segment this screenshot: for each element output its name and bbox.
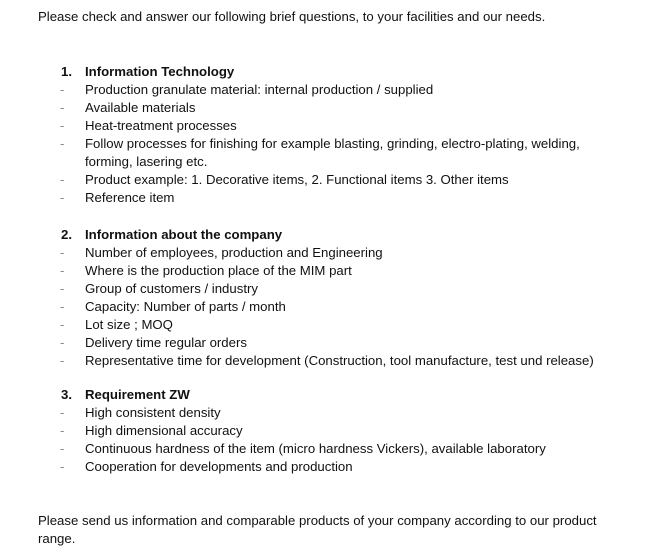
list-item <box>0 458 664 476</box>
list-item-text: Representative time for development (Construction, tool manufacture, test und release) <box>85 353 594 368</box>
list-item <box>0 135 664 171</box>
list-item-text: Where is the production place of the MIM part <box>85 263 352 278</box>
list-item-text: Heat-treatment processes <box>85 118 237 133</box>
bullet-dash: - <box>60 353 65 368</box>
question-list <box>0 244 664 370</box>
bullet-dash: - <box>60 263 65 278</box>
list-item-text: Available materials <box>85 100 196 115</box>
bullet-dash: - <box>60 423 65 438</box>
list-item-text: Lot size ; MOQ <box>85 317 173 332</box>
bullet-dash: - <box>60 82 65 97</box>
section-heading <box>0 226 664 244</box>
section-information-technology <box>0 63 664 207</box>
list-item-text: Follow processes for finishing for example blasting, grinding, electro-plating, welding, forming, lasering etc. <box>85 136 580 169</box>
section-title: Requirement ZW <box>85 387 190 402</box>
bullet-dash: - <box>60 172 65 187</box>
list-item <box>0 280 664 298</box>
list-item <box>0 262 664 280</box>
list-item <box>0 298 664 316</box>
section-heading <box>0 63 664 81</box>
list-item <box>0 117 664 135</box>
section-information-about-company <box>0 226 664 370</box>
list-item-text: Product example: 1. Decorative items, 2. Functional items 3. Other items <box>85 172 509 187</box>
list-item <box>0 316 664 334</box>
list-item <box>0 244 664 262</box>
section-title: Information Technology <box>85 64 235 79</box>
section-number: 1. <box>61 64 72 79</box>
bullet-dash: - <box>60 299 65 314</box>
section-heading <box>0 386 664 404</box>
bullet-dash: - <box>60 441 65 456</box>
list-item-text: High dimensional accuracy <box>85 423 243 438</box>
bullet-dash: - <box>60 459 65 474</box>
section-requirement-zw <box>0 386 664 476</box>
list-item <box>0 440 664 458</box>
question-list <box>0 81 664 207</box>
list-item <box>0 189 664 207</box>
list-item <box>0 404 664 422</box>
list-item-text: Group of customers / industry <box>85 281 258 296</box>
list-item-text: Capacity: Number of parts / month <box>85 299 286 314</box>
list-item-text: Number of employees, production and Engineering <box>85 245 383 260</box>
bullet-dash: - <box>60 335 65 350</box>
bullet-dash: - <box>60 118 65 133</box>
list-item-text: Reference item <box>85 190 175 205</box>
closing-paragraph: Please send us information and comparable products of your company according to our product range. <box>38 513 597 546</box>
list-item-text: Production granulate material: internal production / supplied <box>85 82 434 97</box>
list-item <box>0 334 664 352</box>
bullet-dash: - <box>60 405 65 420</box>
bullet-dash: - <box>60 317 65 332</box>
bullet-dash: - <box>60 190 65 205</box>
list-item <box>0 422 664 440</box>
list-item-text: Cooperation for developments and production <box>85 459 353 474</box>
list-item <box>0 352 664 370</box>
bullet-dash: - <box>60 281 65 296</box>
intro-paragraph: Please check and answer our following brief questions, to your facilities and our needs. <box>38 9 546 24</box>
question-list <box>0 404 664 476</box>
bullet-dash: - <box>60 136 65 151</box>
bullet-dash: - <box>60 245 65 260</box>
list-item <box>0 81 664 99</box>
section-number: 3. <box>61 387 72 402</box>
bullet-dash: - <box>60 100 65 115</box>
list-item-text: Continuous hardness of the item (micro hardness Vickers), available laboratory <box>85 441 546 456</box>
list-item-text: Delivery time regular orders <box>85 335 247 350</box>
section-title: Information about the company <box>85 227 283 242</box>
list-item <box>0 171 664 189</box>
section-number: 2. <box>61 227 72 242</box>
list-item <box>0 99 664 117</box>
list-item-text: High consistent density <box>85 405 221 420</box>
